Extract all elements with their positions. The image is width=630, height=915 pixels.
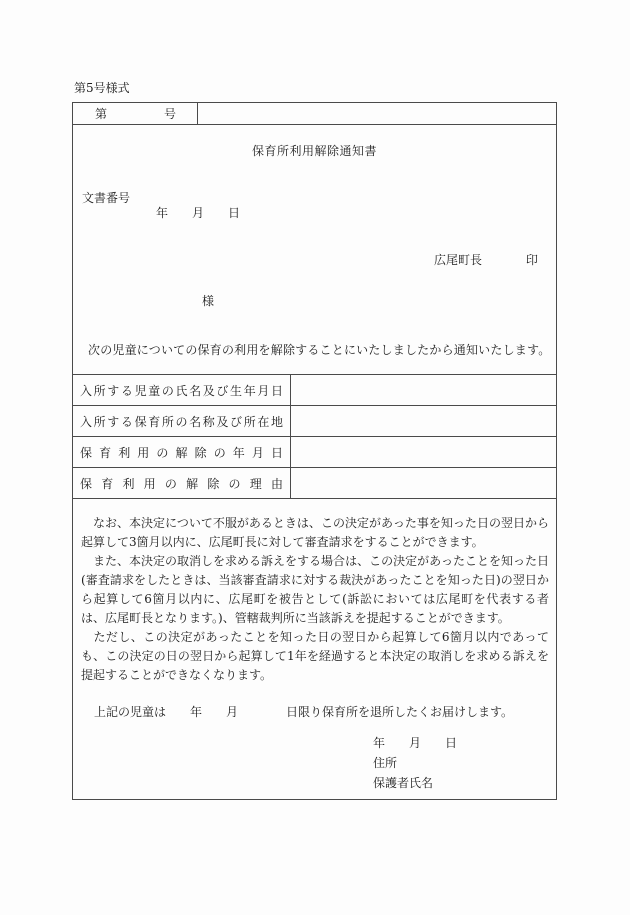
table-value-cell — [291, 406, 556, 436]
document-number-cell — [73, 103, 198, 124]
table-label: 入所する保育所の名称及び所在地 — [80, 414, 283, 429]
table-value-cell — [291, 468, 556, 498]
table-row — [73, 437, 556, 468]
table-label-cell — [73, 437, 291, 467]
doc-no-prefix: 第 — [95, 107, 108, 121]
form-style-number: 第5号様式 — [74, 81, 130, 95]
document-number-blank-cell — [198, 103, 556, 124]
table-value-cell — [291, 375, 556, 405]
note-paragraph-deadline: ただし、この決定があったことを知った日の翌日から起算して6箇月以内であっても、この決定の日の翌日から起算して1年を経過すると本決定の取消しを求める訴えを提起することができなくなります。 — [81, 630, 549, 682]
table-row — [73, 375, 556, 406]
issuer-name: 広尾町長 — [434, 253, 483, 267]
document-number-label: 文書番号 — [82, 191, 131, 205]
table-label-cell — [73, 406, 291, 436]
doc-no-suffix: 号 — [163, 107, 176, 121]
table-label-cell — [73, 468, 291, 498]
issuer-line — [434, 251, 538, 268]
form-outer-border — [72, 102, 557, 800]
intro-sentence: 次の児童についての保育の利用を解除することにいたしましたから通知いたします。 — [88, 343, 551, 357]
seal-placeholder: 印 — [525, 253, 538, 267]
signature-guardian-label: 保護者氏名 — [373, 776, 434, 790]
table-label: 保育利用の解除の年月日 — [80, 445, 283, 460]
issue-date-line: 年 月 日 — [156, 206, 241, 220]
document-number-row — [73, 103, 556, 125]
signature-block — [373, 733, 457, 793]
table-label: 保育利用の解除の理由 — [80, 476, 283, 491]
table-label-cell — [73, 375, 291, 405]
table-row — [73, 468, 556, 499]
addressee-honorific: 様 — [202, 294, 215, 308]
info-table — [73, 374, 556, 499]
form-title: 保育所利用解除通知書 — [251, 144, 377, 158]
notes-section — [81, 514, 549, 685]
note-paragraph-lawsuit: また、本決定の取消しを求める訴えをする場合は、この決定があったことを知った日(審査請求をしたときは、当該審査請求に対する裁決があったことを知った日)の翌日から起算して6箇月以内に、広尾町を被告として(訴訟においては広尾町を代表する者は、広尾町長となります。)、管轄裁判所に当該訴えを提起することができます。 — [81, 554, 549, 625]
signature-date: 年 月 日 — [373, 736, 458, 750]
table-label: 入所する児童の氏名及び生年月日 — [80, 383, 283, 398]
withdrawal-line: 上記の児童は 年 月 日限り保育所を退所したくお届けします。 — [82, 705, 514, 719]
table-row — [73, 406, 556, 437]
signature-address-label: 住所 — [373, 756, 398, 770]
note-paragraph-appeal: なお、本決定について不服があるときは、この決定があった事を知った日の翌日から起算して3箇月以内に、広尾町長に対して審査請求をすることができます。 — [81, 516, 549, 549]
table-value-cell — [291, 437, 556, 467]
